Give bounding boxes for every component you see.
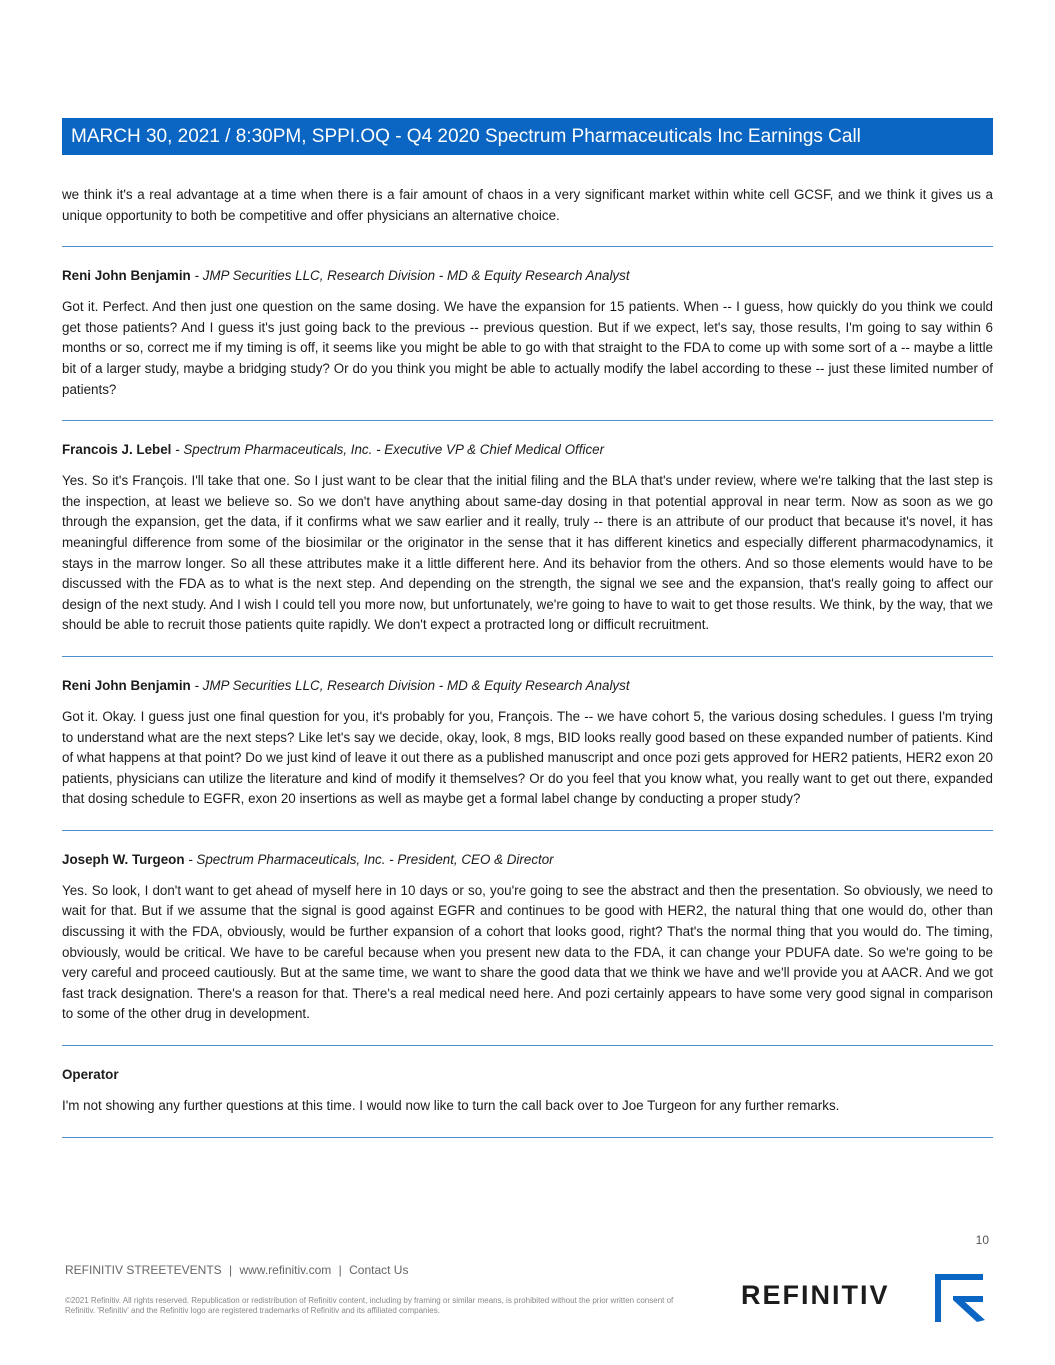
speaker-line bbox=[62, 677, 993, 695]
header-title: MARCH 30, 2021 / 8:30PM, SPPI.OQ - Q4 2020 Spectrum Pharmaceuticals Inc Earnings Call bbox=[71, 126, 861, 147]
transcript-entry bbox=[62, 831, 993, 1046]
speaker-line bbox=[62, 267, 993, 285]
speaker-name: Reni John Benjamin bbox=[62, 677, 191, 693]
speaker-line bbox=[62, 851, 993, 869]
speaker-text: Got it. Okay. I guess just one final question for you, it's probably for you, François. The -- we have cohort 5, the various dosing schedules. I guess I'm trying to understand what are the next steps? Like let's say we decide, okay, look, 8 mgs, BID looks really good based on these expanded number of patients. Kind of what happens at that point? Do we just kind of leave it out there as a published manuscript and once pozi gets approved for HER2 patients, HER2 exon 20 patients, physicians can utilize the literature and kind of modify it themselves? Or do you feel that you know what, you really want to get out there, expanded that dosing schedule to EGFR, exon 20 insertions as well as maybe get a formal label change by conducting a proper study? bbox=[62, 708, 993, 807]
transcript-entry bbox=[62, 421, 993, 657]
document-header bbox=[62, 118, 993, 155]
speaker-affiliation: - Spectrum Pharmaceuticals, Inc. - Executive VP & Chief Medical Officer bbox=[175, 442, 605, 458]
speaker-name: Francois J. Lebel bbox=[62, 442, 172, 458]
speaker-line bbox=[62, 1066, 993, 1084]
footer-separator: | bbox=[338, 1263, 342, 1277]
speaker-name: Operator bbox=[62, 1067, 119, 1083]
speaker-affiliation: - JMP Securities LLC, Research Division - MD & Equity Research Analyst bbox=[194, 268, 630, 284]
speaker-name: Joseph W. Turgeon bbox=[62, 851, 185, 867]
speaker-text: I'm not showing any further questions at this time. I would now like to turn the call back over to Joe Turgeon for any further remarks. bbox=[62, 1098, 840, 1114]
speaker-text: Got it. Perfect. And then just one question on the same dosing. We have the expansion for 15 patients. When -- I guess, how quickly do you think we could get those patients? And I guess it's just going back to the previous -- previous question. But if we expect, let's say, those results, I'm going to say within 6 months or so, correct me if my timing is off, it seems like you might be able to go with that straight to the FDA to come up with some sort of a -- maybe a little bit of a larger study, maybe a bridging study? Or do you think you might be able to actually modify the label according to these -- just these limited number of patients? bbox=[62, 299, 993, 397]
refinitiv-logo-text: REFINITIV bbox=[741, 1280, 890, 1310]
footer-contact-link[interactable]: Contact Us bbox=[349, 1263, 409, 1277]
speaker-affiliation: - JMP Securities LLC, Research Division - MD & Equity Research Analyst bbox=[194, 677, 630, 693]
footer-separator: | bbox=[229, 1263, 233, 1277]
intro-paragraph: we think it's a real advantage at a time when there is a fair amount of chaos in a very significant market within white cell GCSF, and we think it gives us a unique opportunity to both be competitive and offer physicians an alternative choice. bbox=[62, 187, 993, 223]
speaker-affiliation: - Spectrum Pharmaceuticals, Inc. - President, CEO & Director bbox=[188, 851, 554, 867]
footer-links bbox=[65, 1263, 408, 1277]
speaker-name: Reni John Benjamin bbox=[62, 268, 191, 284]
copyright-notice: ©2021 Refinitiv. All rights reserved. Republication or redistribution of Refinitiv content, including by framing or similar means, is prohibited without the prior written consent of Refinitiv. 'Refinitiv' and the Refinitiv logo are registered trademarks of Refinitiv and its affiliated companies. bbox=[65, 1296, 674, 1315]
transcript-entry bbox=[62, 1046, 993, 1138]
page-number: 10 bbox=[975, 1233, 989, 1247]
transcript-body bbox=[62, 185, 993, 1138]
footer-website-link[interactable]: www.refinitiv.com bbox=[239, 1263, 332, 1277]
footer-brand: REFINITIV STREETEVENTS bbox=[65, 1263, 222, 1277]
transcript-entry bbox=[62, 247, 993, 421]
divider bbox=[62, 1137, 993, 1138]
refinitiv-logo-icon bbox=[931, 1272, 987, 1329]
speaker-text: Yes. So look, I don't want to get ahead of myself here in 10 days or so, you're going to see the abstract and then the presentation. So obviously, we need to wait for that. But if we assume that the signal is good against EGFR and continues to be good with HER2, the natural thing that one would do, other than discussing it with the FDA, obviously, would be further expansion of a cohort that looks good, right? That's the normal thing that you would do. The timing, obviously, would be critical. We have to be careful because when you present new data to the FDA, it can change your PDUFA date. So we're going to be very careful and proceed cautiously. But at the same time, we want to share the good data that we think we have and we'll provide you at AACR. And we got fast track designation. There's a reason for that. There's a real medical need here. And pozi certainly appears to have some very good signal in comparison to some of the other drug in development. bbox=[62, 882, 993, 1022]
speaker-line bbox=[62, 441, 993, 459]
transcript-entry bbox=[62, 657, 993, 831]
speaker-text: Yes. So it's François. I'll take that one. So I just want to be clear that the initial filing and the BLA that's under review, where we're talking that the last step is the inspection, at least we believe so. So we don't have anything about same-day dosing in that potential approval in near term. Now as soon as we go through the expansion, get the data, if it confirms what we saw earlier and it really, truly -- there is an attribute of our product that because it's novel, it has meaningful difference from some of the biosimilar or the originator in the sense that it has different kinetics and especially different pharmacodynamics, it stays in the marrow longer. So all these attributes make it a little different here. And its behavior from the others. And so those elements would have to be discussed with the FDA as to what is the next step. And depending on the strength, the signal we see and the expansion, that's really going to affect our design of the next study. And I wish I could tell you more now, but unfortunately, we're going to have to wait to get those results. We think, by the way, that we should be able to recruit those patients quite rapidly. We don't expect a protracted long or difficult recruitment. bbox=[62, 473, 993, 633]
